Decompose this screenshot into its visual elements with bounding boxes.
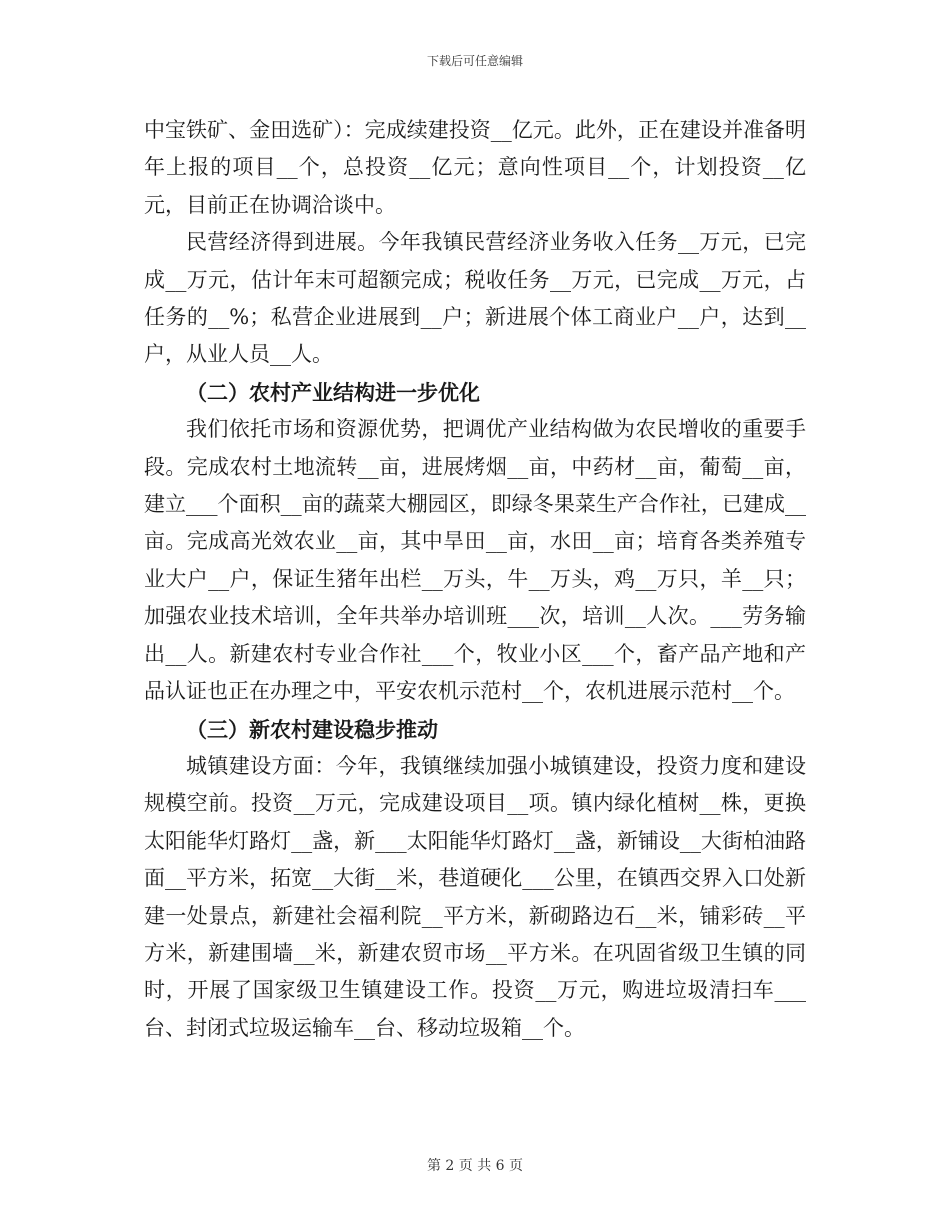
document-body — [144, 112, 806, 1047]
page-header: 下载后可任意编辑 — [426, 54, 523, 68]
section-heading-new-village: （三）新农村建设稳步推动 — [186, 716, 438, 742]
section-heading-industry: （二）农村产业结构进一步优化 — [186, 379, 480, 405]
paragraph-investment: 中宝铁矿、金田选矿）：完成续建投资__亿元。此外，正在建设并准备明年上报的项目__个，总投资__亿元；意向性项目__个，计划投资__亿元，目前正在协调洽谈中。 — [144, 118, 806, 217]
paragraph-town-construction: 城镇建设方面：今年，我镇继续加强小城镇建设，投资力度和建设规模空前。投资__万元，完成建设项目__项。镇内绿化植树__株，更换太阳能华灯路灯__盏，新___太阳能华灯路灯__盏，新铺设__大街柏油路面__平方米，拓宽__大街__米，巷道硬化___公里，在镇西交界入口处新建一处景点，新建社会福利院__平方米，新砌路边石__米，铺彩砖__平方米，新建围墙__米，新建农贸市场__平方米。在巩固省级卫生镇的同时，开展了国家级卫生镇建设工作。投资__万元，购进垃圾清扫车___台、封闭式垃圾运输车__台、移动垃圾箱__个。 — [144, 753, 806, 1040]
paragraph-private-economy: 民营经济得到进展。今年我镇民营经济业务收入任务__万元，已完成__万元，估计年末可超额完成；税收任务__万元，已完成__万元，占任务的__%；私营企业进展到__户；新进展个体工商业户__户，达到__户，从业人员__人。 — [144, 230, 806, 367]
page-number: 第 2 页 共 6 页 — [426, 1158, 524, 1174]
paragraph-industry: 我们依托市场和资源优势，把调优产业结构做为农民增收的重要手段。完成农村土地流转__亩，进展烤烟__亩，中药材__亩，葡萄__亩，建立___个面积__亩的蔬菜大棚园区，即绿冬果菜生产合作社，已建成__亩。完成高光效农业__亩，其中旱田__亩，水田__亩；培育各类养殖专业大户__户，保证生猪年出栏__万头，牛__万头，鸡__万只，羊__只；加强农业技术培训，全年共举办培训班___次，培训__人次。___劳务输出__人。新建农村专业合作社___个，牧业小区___个，畜产品产地和产品认证也正在办理之中，平安农机示范村__个，农机进展示范村__个。 — [144, 417, 806, 704]
